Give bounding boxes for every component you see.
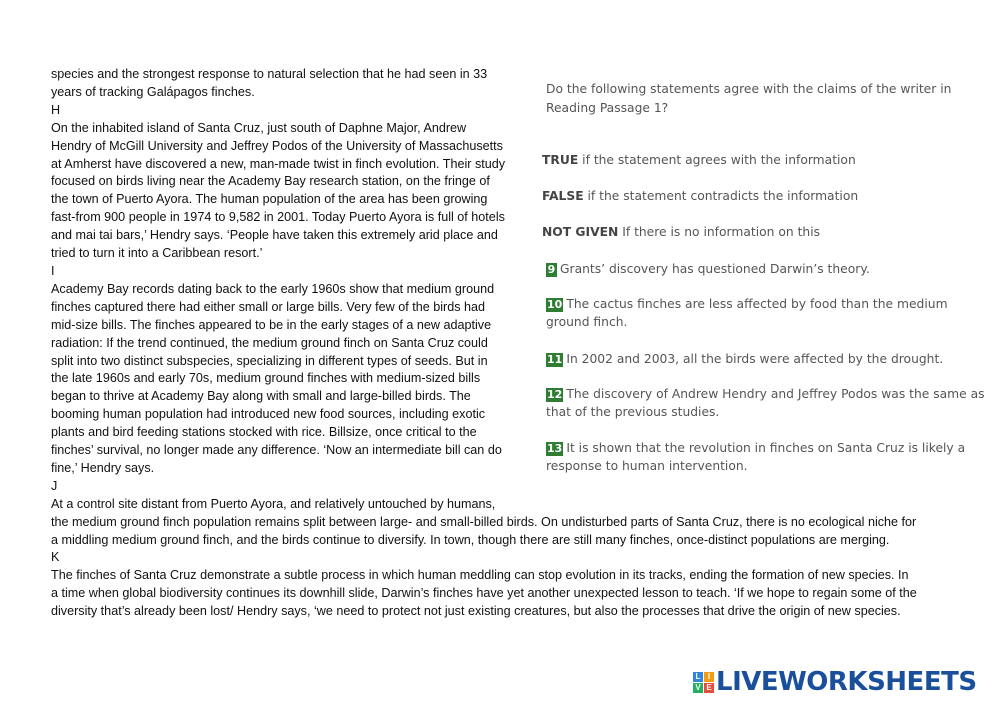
definition-true	[542, 153, 856, 167]
logo-mark-letter: L	[693, 672, 703, 682]
passage-line: fine,’ Hendry says.	[51, 460, 155, 475]
question-10	[546, 295, 986, 331]
passage-line: a middling medium ground finch, and the birds continue to diversify. In town, though there are still many finches, once-distinct populations are merging.	[51, 532, 890, 547]
question-text: It is shown that the revolution in finches on Santa Cruz is likely a response to human intervention.	[546, 441, 966, 473]
question-number-box[interactable]: 11	[547, 353, 563, 366]
passage-line: the late 1960s and early 70s, medium ground finches with medium-sized bills	[51, 371, 481, 386]
passage-line: plants and bird feeding stations stocked with rice. Billsize, once critical to the	[51, 425, 477, 440]
question-text: The cactus finches are less affected by food than the medium ground finch.	[546, 297, 948, 329]
question-text: In 2002 and 2003, all the birds were affected by the drought.	[566, 352, 944, 366]
definition-text: If there is no information on this	[618, 225, 821, 239]
question-number-box[interactable]: 13	[547, 442, 563, 455]
section-letter-k: K	[51, 550, 60, 565]
definition-text: if the statement agrees with the information	[578, 153, 856, 167]
passage-line: at Amherst have discovered a new, man-made twist in finch evolution. Their study	[51, 156, 506, 171]
question-number-box[interactable]: 10	[547, 298, 563, 311]
passage-line: species and the strongest response to natural selection that he had seen in 33	[51, 67, 488, 81]
question-9	[546, 260, 986, 278]
passage-line: The finches of Santa Cruz demonstrate a subtle process in which human meddling can stop evolution in its tracks, ending the formation of new species. In	[51, 568, 909, 583]
logo-text: LIVEWORKSHEETS	[716, 667, 977, 697]
section-letter-i: I	[51, 263, 55, 278]
passage-line: years of tracking Galápagos finches.	[51, 84, 255, 99]
passage-line: focused on birds living near the Academy Bay research station, on the fringe of	[51, 174, 490, 189]
definition-term: FALSE	[542, 189, 584, 203]
passage-line: tried to turn it into a Caribbean resort.’	[51, 246, 263, 261]
definition-text: if the statement contradicts the information	[583, 189, 859, 203]
passage-line: and mai tai bars,’ Hendry says. ‘People have taken this extremely arid place and	[51, 228, 498, 243]
passage-line: finches captured there had either small or large bills. Very few of the birds had	[51, 299, 486, 314]
passage-line: Academy Bay records dating back to the early 1960s show that medium ground	[51, 281, 495, 296]
question-text: Grants’ discovery has questioned Darwin’s theory.	[560, 262, 870, 276]
passage-line: split into two distinct subspecies, specializing in different types of seeds. But in	[51, 353, 488, 368]
passage-line: finches’ survival, no longer made any difference. ‘Now an intermediate bill can do	[51, 443, 502, 458]
passage-line: At a control site distant from Puerto Ayora, and relatively untouched by humans,	[51, 496, 496, 511]
passage-line: the town of Puerto Ayora. The human population of the area has been growing	[51, 192, 488, 207]
logo-mark-letter: E	[704, 683, 714, 693]
question-11	[546, 350, 986, 368]
section-letter-j: J	[51, 478, 58, 493]
logo-mark-letter: I	[704, 672, 714, 682]
definition-term: TRUE	[542, 153, 579, 167]
question-number-box[interactable]: 9	[547, 263, 556, 276]
instructions: Do the following statements agree with the claims of the writer in Reading Passage 1?	[546, 82, 952, 115]
passage-line: On the inhabited island of Santa Cruz, just south of Daphne Major, Andrew	[51, 120, 467, 135]
passage-line: a time when global biodiversity continues its downhill slide, Darwin’s finches have yet another unexpected lesson to teach. ‘If we hope to regain some of the	[51, 586, 917, 601]
question-12	[546, 385, 986, 421]
passage-line: fast-from 900 people in 1974 to 9,582 in 2001. Today Puerto Ayora is full of hotels	[51, 210, 505, 225]
reading-passage	[51, 66, 917, 621]
question-text: The discovery of Andrew Hendry and Jeffrey Podos was the same as that of the previous studies.	[546, 387, 985, 419]
logo-mark-icon	[693, 672, 714, 693]
liveworksheets-logo	[693, 667, 977, 697]
definition-term: NOT GIVEN	[542, 225, 619, 239]
definition-not-given	[542, 225, 820, 239]
passage-line: began to thrive at Academy Bay along with small and large-billed birds. The	[51, 389, 471, 404]
passage-line: mid-size bills. The finches appeared to be in the early stages of a new adaptive	[51, 317, 492, 332]
section-letter-h: H	[51, 102, 61, 117]
definition-false	[542, 189, 858, 203]
question-13	[546, 439, 986, 475]
passage-line: booming human population had introduced new food sources, including exotic	[51, 407, 486, 422]
passage-line: Hendry of McGill University and Jeffrey Podos of the University of Massachusetts	[51, 138, 503, 153]
passage-line: diversity that’s already been lost/ Hendry says, ‘we need to protect not just existing creatures, but also the processes that drive the origin of new species.	[51, 604, 901, 619]
passage-line: radiation: If the trend continued, the medium ground finch on Santa Cruz could	[51, 335, 488, 350]
passage-line: the medium ground finch population remains split between large- and small-billed birds. On undisturbed parts of Santa Cruz, there is no ecological niche for	[51, 514, 917, 529]
logo-mark-letter: V	[693, 683, 703, 693]
question-number-box[interactable]: 12	[547, 388, 563, 401]
